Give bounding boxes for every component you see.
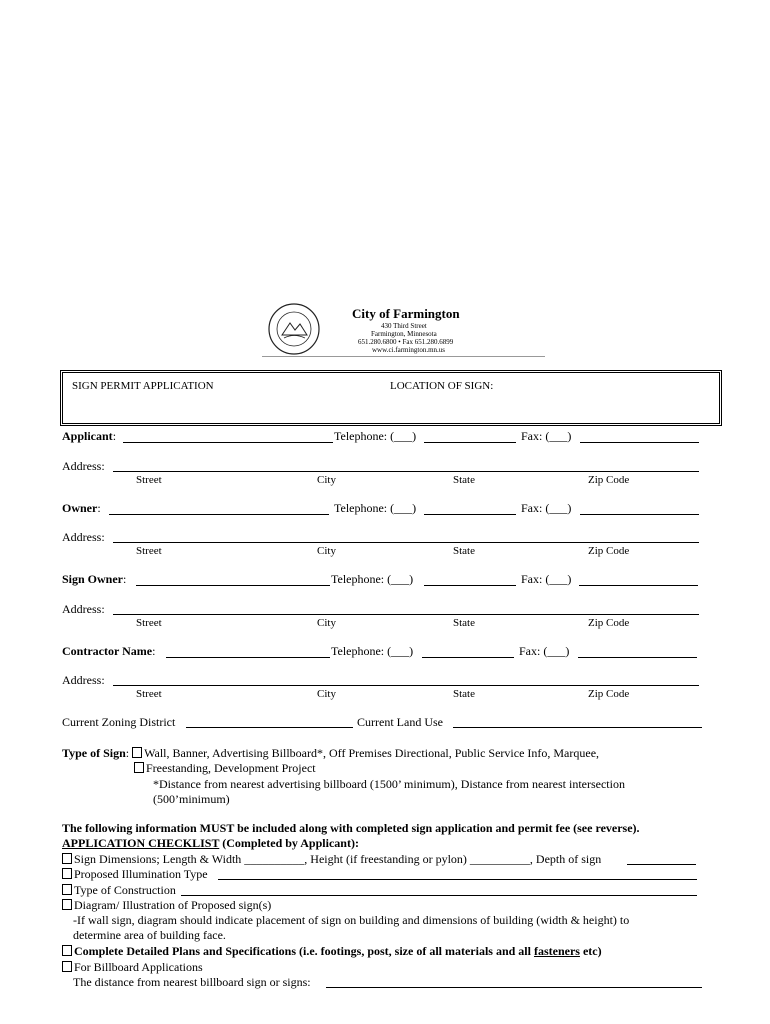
checklist-checkbox[interactable] — [62, 884, 72, 895]
zoning-district-label: Current Zoning District — [62, 715, 176, 729]
construction-type-field[interactable] — [181, 895, 697, 896]
checklist-checkbox[interactable] — [62, 899, 72, 910]
sign-type-checkbox[interactable] — [134, 762, 144, 773]
org-phone: 651.280.6800 • Fax 651.280.6899 — [358, 338, 454, 346]
street-caption: Street — [136, 474, 162, 486]
org-address: 430 Third Street — [381, 322, 427, 330]
state-caption: State — [453, 474, 475, 486]
org-city: Farmington, Minnesota — [371, 330, 437, 338]
checklist-checkbox[interactable] — [62, 961, 72, 972]
sign-type-row-2 — [134, 761, 316, 776]
checklist-item-dimensions: Sign Dimensions; Length & Width __________, Height (if freestanding or pylon) __________, Depth of sign — [62, 852, 601, 867]
applicant-telephone-field[interactable] — [424, 442, 516, 443]
billboard-distance-field[interactable] — [326, 987, 702, 988]
sign-owner-address-label: Address: — [62, 602, 105, 616]
title-box — [60, 370, 722, 426]
contractor-telephone-label: Telephone: (___) — [331, 644, 414, 658]
wall-sign-note-2: determine area of building face. — [73, 928, 226, 942]
zoning-district-field[interactable] — [186, 727, 353, 728]
city-caption: City — [317, 688, 336, 700]
sign-owner-telephone-field[interactable] — [424, 585, 516, 586]
org-name: City of Farmington — [352, 306, 460, 321]
street-caption: Street — [136, 688, 162, 700]
street-caption: Street — [136, 617, 162, 629]
state-caption: State — [453, 617, 475, 629]
location-of-sign-label: LOCATION OF SIGN: — [390, 380, 494, 392]
sign-depth-field[interactable] — [627, 864, 696, 865]
applicant-address-field[interactable] — [113, 471, 699, 472]
contractor-address-label: Address: — [62, 673, 105, 687]
land-use-label: Current Land Use — [357, 715, 443, 729]
applicant-label: Applicant: — [62, 429, 117, 443]
city-seal — [268, 303, 320, 360]
applicant-telephone-label: Telephone: (___) — [334, 429, 417, 443]
state-caption: State — [453, 688, 475, 700]
sign-owner-label: Sign Owner: — [62, 572, 127, 586]
city-caption: City — [317, 617, 336, 629]
owner-telephone-label: Telephone: (___) — [334, 501, 417, 515]
sign-owner-fax-field[interactable] — [579, 585, 698, 586]
sign-owner-name-field[interactable] — [136, 585, 330, 586]
org-website: www.ci.farmington.mn.us — [372, 346, 446, 354]
checklist-checkbox[interactable] — [62, 853, 72, 864]
sign-type-options-line2: Freestanding, Development Project — [146, 761, 316, 775]
zip-caption: Zip Code — [588, 545, 630, 557]
state-caption: State — [453, 545, 475, 557]
city-seal-icon — [268, 303, 320, 355]
owner-label: Owner: — [62, 501, 101, 515]
owner-fax-field[interactable] — [580, 514, 699, 515]
form-title: SIGN PERMIT APPLICATION — [72, 380, 214, 392]
applicant-fax-field[interactable] — [580, 442, 699, 443]
checklist-checkbox[interactable] — [62, 945, 72, 956]
billboard-note-2: (500’minimum) — [153, 792, 230, 806]
contractor-telephone-field[interactable] — [422, 657, 514, 658]
applicant-fax-label: Fax: (___) — [521, 429, 572, 443]
contractor-fax-field[interactable] — [578, 657, 697, 658]
sign-owner-fax-label: Fax: (___) — [521, 572, 572, 586]
checklist-title: APPLICATION CHECKLIST (Completed by Applicant): — [62, 836, 359, 850]
city-caption: City — [317, 545, 336, 557]
checklist-item-construction: Type of Construction — [62, 883, 176, 898]
contractor-label: Contractor Name: — [62, 644, 156, 658]
applicant-address-label: Address: — [62, 459, 105, 473]
billboard-note: *Distance from nearest advertising billboard (1500’ minimum), Distance from nearest intersection — [153, 777, 625, 791]
contractor-address-field[interactable] — [113, 685, 699, 686]
sign-type-row: Type of Sign: Wall, Banner, Advertising Billboard*, Off Premises Directional, Public Service Info, Marquee, — [62, 746, 600, 760]
header-divider — [262, 356, 545, 357]
owner-address-label: Address: — [62, 530, 105, 544]
sign-type-options-line1: Wall, Banner, Advertising Billboard*, Off Premises Directional, Public Service Info, Marquee, — [144, 746, 600, 760]
billboard-distance-label: The distance from nearest billboard sign or signs: — [73, 975, 311, 989]
zip-caption: Zip Code — [588, 474, 630, 486]
sign-owner-address-field[interactable] — [113, 614, 699, 615]
checklist-item-billboard: For Billboard Applications — [62, 960, 203, 975]
owner-address-field[interactable] — [113, 542, 699, 543]
checklist-intro: The following information MUST be included along with completed sign application and permit fee (see reverse). — [62, 821, 640, 835]
checklist-checkbox[interactable] — [62, 868, 72, 879]
contractor-name-field[interactable] — [166, 657, 330, 658]
city-caption: City — [317, 474, 336, 486]
sign-type-checkbox[interactable] — [132, 747, 142, 758]
applicant-name-field[interactable] — [123, 442, 333, 443]
sign-type-label: Type of Sign — [62, 746, 126, 760]
owner-fax-label: Fax: (___) — [521, 501, 572, 515]
checklist-item-diagram: Diagram/ Illustration of Proposed sign(s) — [62, 898, 271, 913]
zip-caption: Zip Code — [588, 688, 630, 700]
contractor-fax-label: Fax: (___) — [519, 644, 570, 658]
owner-name-field[interactable] — [109, 514, 329, 515]
wall-sign-note: -If wall sign, diagram should indicate placement of sign on building and dimensions of building (width & height) to — [73, 913, 630, 927]
sign-owner-telephone-label: Telephone: (___) — [331, 572, 414, 586]
illumination-type-field[interactable] — [218, 879, 697, 880]
zip-caption: Zip Code — [588, 617, 630, 629]
checklist-item-plans: Complete Detailed Plans and Specifications (i.e. footings, post, size of all materials and all fasteners etc) — [62, 944, 602, 959]
checklist-item-illumination: Proposed Illumination Type — [62, 867, 208, 882]
land-use-field[interactable] — [453, 727, 702, 728]
street-caption: Street — [136, 545, 162, 557]
owner-telephone-field[interactable] — [424, 514, 516, 515]
